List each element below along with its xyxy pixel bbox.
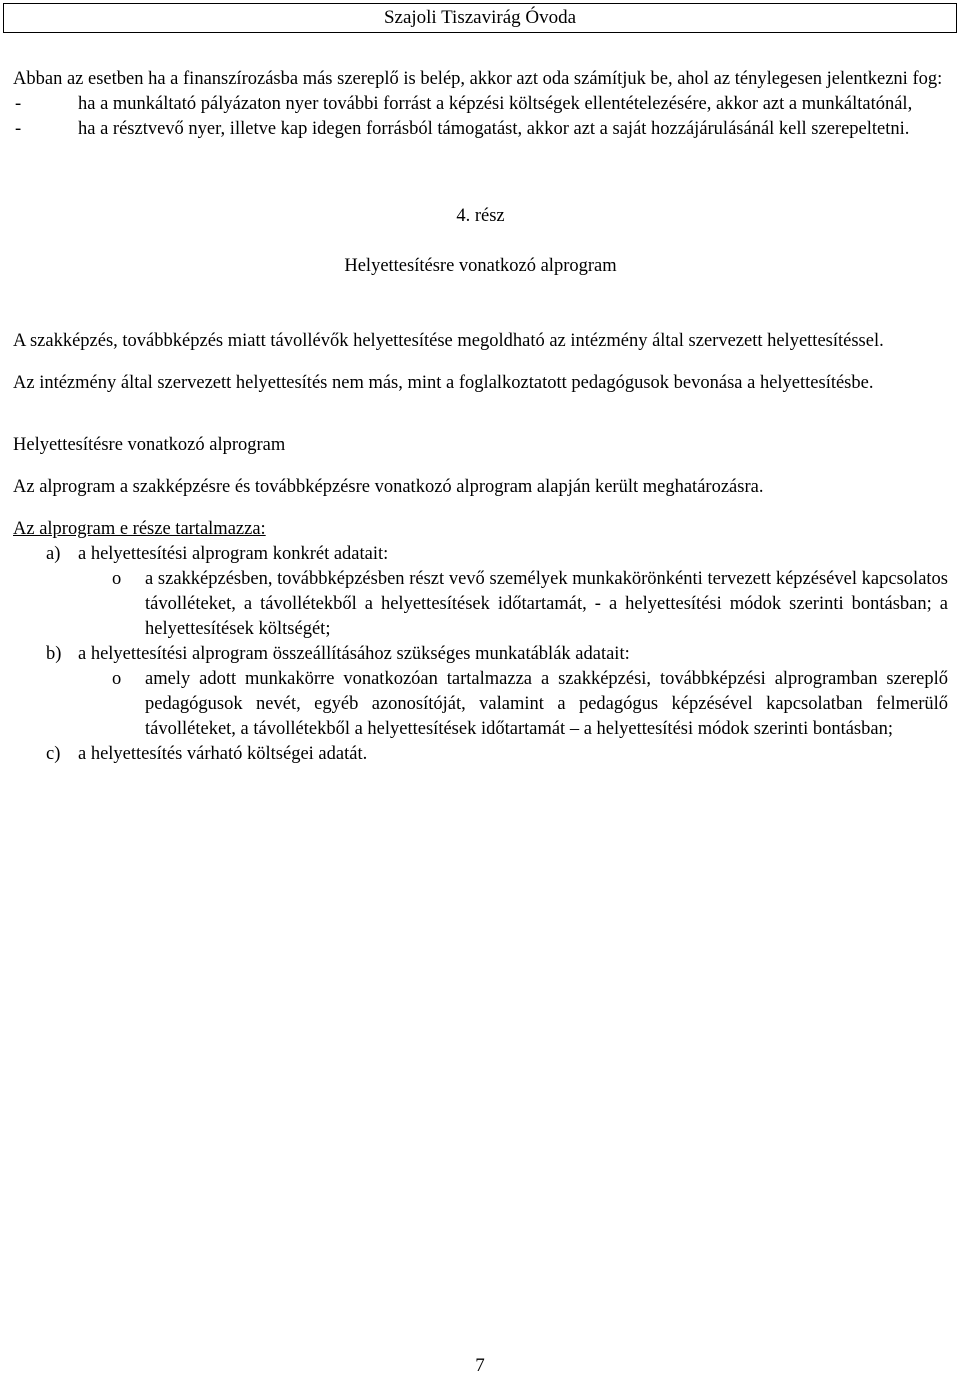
list-heading-text: Az alprogram e része tartalmazza:	[13, 519, 266, 539]
document-body	[13, 67, 948, 767]
section-title: Helyettesítésre vonatkozó alprogram	[344, 256, 617, 276]
list-item-text: ha a munkáltató pályázaton nyer további forrást a képzési költségek ellentételezésére, akkor azt a munkáltatónál,	[78, 94, 913, 114]
header-title: Szajoli Tiszavirág Óvoda	[383, 7, 577, 28]
list-heading	[13, 517, 948, 542]
dash-marker: -	[15, 119, 22, 139]
list-item-text: a helyettesítési alprogram összeállításához szükséges munkatáblák adatait:	[78, 644, 630, 664]
list-marker: c)	[46, 744, 61, 764]
list-item-text: ha a résztvevő nyer, illetve kap idegen forrásból támogatást, akkor azt a saját hozzájárulásánál kell szerepeltetni.	[78, 119, 910, 139]
page-header	[3, 3, 957, 33]
page-number: 7	[475, 1355, 485, 1376]
body-paragraph-2: Az intézmény által szervezett helyettesítés nem más, mint a foglalkoztatott pedagógusok bevonása a helyettesítésbe.	[13, 373, 874, 393]
section-number: 4. rész	[456, 206, 505, 226]
subheading: Helyettesítésre vonatkozó alprogram	[13, 435, 286, 455]
list-item-text: a helyettesítés várható költségei adatát.	[78, 744, 368, 764]
list-item-b	[13, 642, 948, 667]
list-item-a	[13, 542, 948, 567]
sub-list-item	[13, 667, 948, 742]
bullet-marker: o	[112, 669, 122, 689]
sub-list-item-text: amely adott munkakörre vonatkozóan tartalmazza a szakképzési, továbbképzési alprogramban szereplő pedagógusok nevét, egyéb azonosítóját, valamint a pedagógus képzésével kapcsolatban felmerülő távolléteket, a távollétekből a helyettesítések időtartamát – a helyettesítési módok szerinti bontásban;	[145, 669, 948, 739]
list-marker: b)	[46, 644, 62, 664]
dash-marker: -	[15, 94, 22, 114]
list-marker: a)	[46, 544, 61, 564]
sub-list-item	[13, 567, 948, 642]
body-paragraph-3: Az alprogram a szakképzésre és továbbképzésre vonatkozó alprogram alapján került meghatározásra.	[13, 477, 764, 497]
intro-paragraph: Abban az esetben ha a finanszírozásba más szereplő is belép, akkor azt oda számítjuk be, ahol az ténylegesen jelentkezni fog:	[13, 69, 943, 89]
body-paragraph-1: A szakképzés, továbbképzés miatt távollévők helyettesítése megoldható az intézmény által szervezett helyettesítéssel.	[13, 331, 884, 351]
list-item	[13, 117, 948, 142]
list-item	[13, 92, 948, 117]
bullet-marker: o	[112, 569, 122, 589]
sub-list-item-text: a szakképzésben, továbbképzésben részt vevő személyek munkakörönkénti tervezett képzésével kapcsolatos távolléteket, a távollétekből a helyettesítések időtartamát, - a helyettesítési módok szerinti bontásban; a helyettesítések költségét;	[145, 569, 948, 639]
list-item-c	[13, 742, 948, 767]
list-item-text: a helyettesítési alprogram konkrét adatait:	[78, 544, 389, 564]
